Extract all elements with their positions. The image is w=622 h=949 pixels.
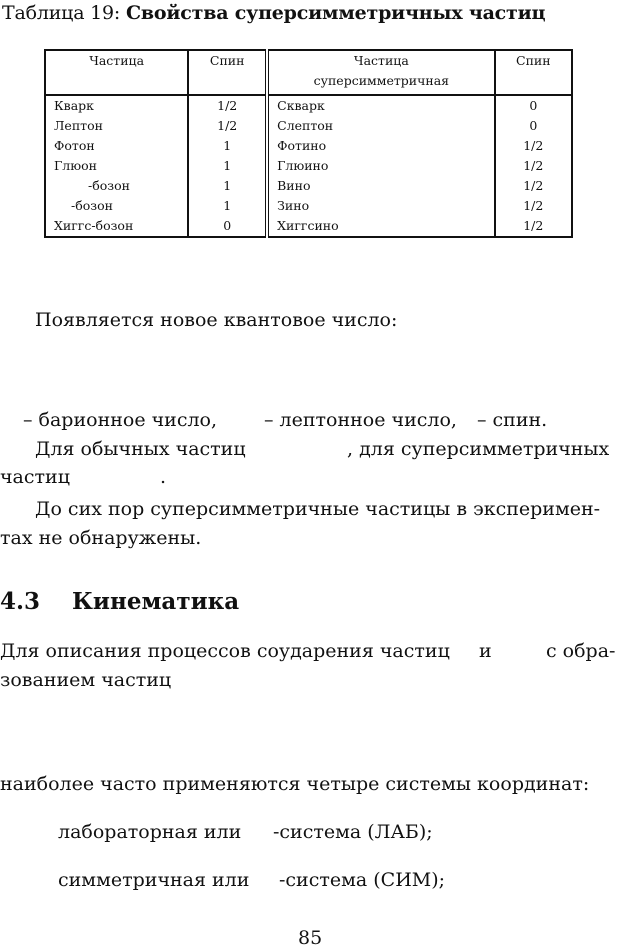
supersymmetric-particles-text: , для суперсимметричных (347, 438, 610, 460)
spin-cell: 1/2 (217, 118, 238, 133)
period: . (160, 466, 167, 488)
table-caption (2, 2, 545, 24)
super-spin-cell: 1/2 (495, 156, 572, 176)
particle-cell: Хиггс-бозон (45, 216, 188, 237)
kinematics-line2: зованием частиц (0, 669, 172, 691)
cms-system-b: -система (СИМ); (279, 869, 446, 891)
super-spin-cell: 1/2 (495, 136, 572, 156)
ordinary-particles-text: Для обычных частиц (35, 438, 246, 460)
super-particle-cell: Слептон (267, 116, 494, 136)
particles-word: частиц (0, 466, 70, 488)
super-spin-cell: 1/2 (495, 216, 572, 237)
spin-cell: 1 (223, 198, 232, 213)
particle-cell: Лептон (45, 116, 188, 136)
spin-cell: 0 (188, 216, 267, 237)
header-super-line1: Частица (353, 53, 409, 68)
spin-cell: 1 (223, 138, 232, 153)
particle-cell: -бозон (45, 176, 188, 196)
particle-cell: -бозон (45, 196, 188, 216)
kinematics-line1 (0, 637, 450, 665)
super-particle-cell: Глюино (267, 156, 494, 176)
table-row (45, 116, 572, 136)
caption-title: Свойства суперсимметричных частиц (125, 2, 546, 24)
header-super-line2: суперсимметричная (313, 73, 450, 88)
particle-cell: Фотон (45, 136, 188, 156)
header-spin: Спин (188, 50, 267, 91)
spin-cell: 1/2 (217, 98, 238, 113)
table-row (45, 156, 572, 176)
super-spin-cell: 1/2 (495, 196, 572, 216)
table-row (45, 95, 572, 116)
table-row (45, 216, 572, 237)
kinematics-with-formation: с обра- (546, 640, 616, 662)
spin-cell: 1 (223, 158, 232, 173)
super-particle-cell: Вино (267, 176, 494, 196)
page-number: 85 (298, 927, 323, 949)
kinematics-line3: наиболее часто применяются четыре системы координат: (0, 773, 590, 795)
new-quantum-number-text: Появляется новое квантовое число: (35, 309, 398, 331)
lab-system-a: лабораторная или (58, 821, 242, 843)
particle-cell: Глюон (45, 156, 188, 176)
super-particle-cell: Зино (267, 196, 494, 216)
cms-system-a: симметричная или (58, 869, 250, 891)
legend-lepton-number: – лептонное число, (264, 409, 457, 431)
table-row (45, 136, 572, 156)
lab-system-b: -система (ЛАБ); (273, 821, 433, 843)
super-particle-cell: Скварк (267, 95, 494, 116)
super-spin-cell: 0 (495, 95, 572, 116)
not-found-line2: тах не обнаружены. (0, 527, 202, 549)
super-particle-cell: Фотино (267, 136, 494, 156)
header-super-particle (267, 50, 494, 91)
caption-prefix: Таблица 19: (2, 2, 121, 24)
table-row (45, 176, 572, 196)
particle-cell: Кварк (45, 95, 188, 116)
super-spin-cell: 0 (495, 116, 572, 136)
kinematics-and: и (479, 640, 492, 662)
table-row (45, 196, 572, 216)
supersymmetry-table (44, 49, 573, 238)
section-number: 4.3 (0, 588, 41, 615)
kinematics-line1-a: Для описания процессов соударения частиц (0, 640, 450, 662)
legend-spin: – спин. (477, 409, 548, 431)
header-super-spin: Спин (495, 50, 572, 91)
section-title: Кинематика (72, 588, 240, 615)
spin-cell: 1 (223, 178, 232, 193)
not-found-line1: До сих пор суперсимметричные частицы в эксперимен- (35, 498, 601, 520)
section-heading (0, 588, 239, 615)
super-spin-cell: 1/2 (495, 176, 572, 196)
legend-baryon-number: – барионное число, (23, 409, 218, 431)
header-particle: Частица (45, 50, 188, 91)
super-particle-cell: Хиггсино (267, 216, 494, 237)
